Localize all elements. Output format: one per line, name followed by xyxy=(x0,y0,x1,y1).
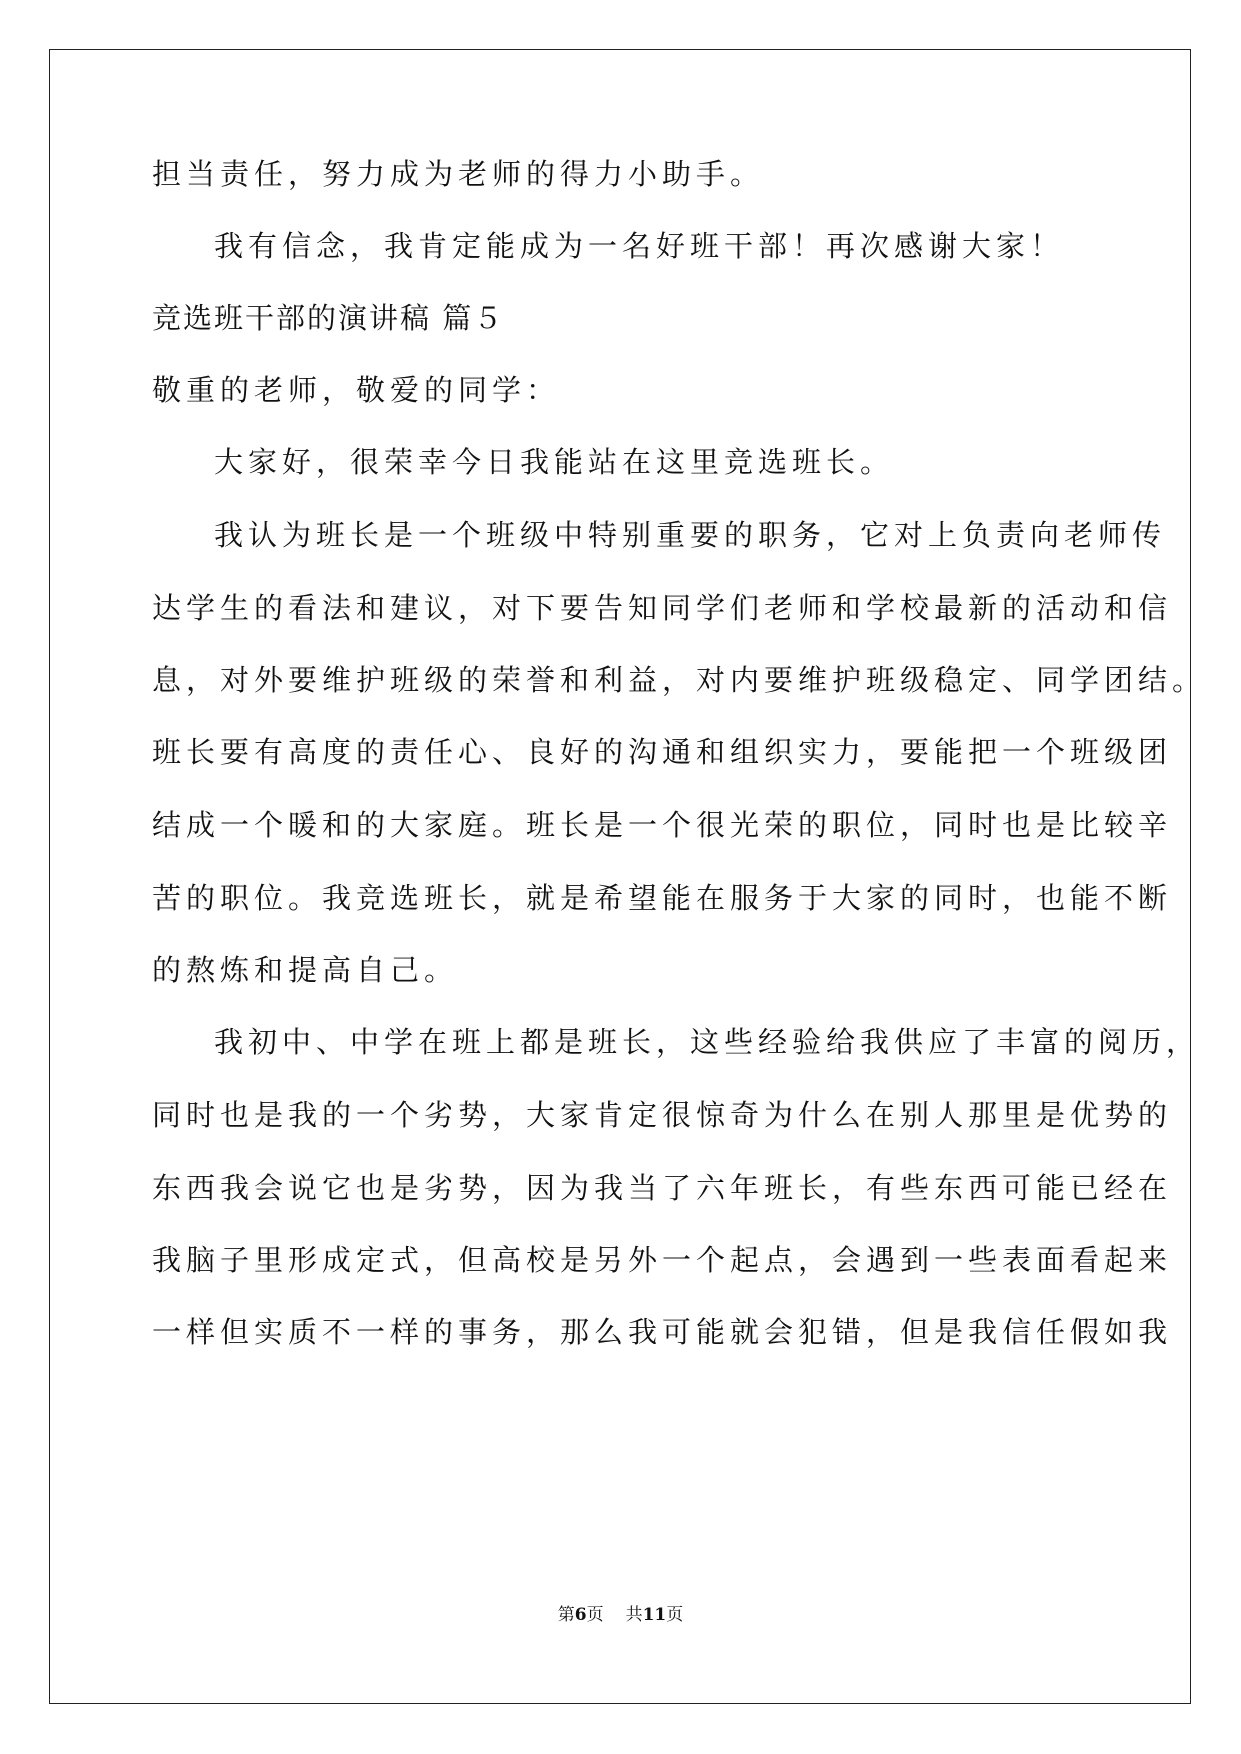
text-line-12: 的熬炼和提高自己。 xyxy=(152,953,459,987)
text-line-7: 达学生的看法和建议，对下要告知同学们老师和学校最新的活动和信 xyxy=(152,591,1173,625)
text-line-8: 息，对外要维护班级的荣誉和利益，对内要维护班级稳定、同学团结。 xyxy=(152,663,1207,697)
footer-page-suffix: 页 xyxy=(586,1605,604,1625)
salutation: 敬重的老师，敬爱的同学： xyxy=(152,373,561,407)
footer-total-number: 11 xyxy=(642,1605,667,1625)
footer-page-prefix: 第 xyxy=(557,1605,575,1625)
text-line-11: 苦的职位。我竞选班长，就是希望能在服务于大家的同时，也能不断 xyxy=(152,881,1173,915)
text-line-15: 东西我会说它也是劣势，因为我当了六年班长，有些东西可能已经在 xyxy=(152,1171,1173,1205)
text-line-5: 大家好，很荣幸今日我能站在这里竞选班长。 xyxy=(214,445,895,479)
footer-total-suffix: 页 xyxy=(666,1605,684,1625)
text-line-9: 班长要有高度的责任心、良好的沟通和组织实力，要能把一个班级团 xyxy=(152,735,1173,769)
text-line-13: 我初中、中学在班上都是班长，这些经验给我供应了丰富的阅历， xyxy=(214,1025,1201,1059)
text-line-14: 同时也是我的一个劣势，大家肯定很惊奇为什么在别人那里是优势的 xyxy=(152,1098,1173,1132)
text-line-10: 结成一个暖和的大家庭。班长是一个很光荣的职位，同时也是比较辛 xyxy=(152,808,1173,842)
text-line-2: 我有信念，我肯定能成为一名好班干部！再次感谢大家！ xyxy=(214,229,1065,263)
page-footer xyxy=(0,1603,1241,1627)
text-line-1: 担当责任，努力成为老师的得力小助手。 xyxy=(152,157,765,191)
footer-total-prefix: 共 xyxy=(625,1605,643,1625)
text-line-6: 我认为班长是一个班级中特别重要的职务，它对上负责向老师传 xyxy=(214,518,1167,552)
section-heading: 竞选班干部的演讲稿 篇５ xyxy=(152,301,505,335)
text-line-16: 我脑子里形成定式，但高校是另外一个起点，会遇到一些表面看起来 xyxy=(152,1243,1173,1277)
footer-page-number: 6 xyxy=(574,1605,587,1625)
text-line-17: 一样但实质不一样的事务，那么我可能就会犯错，但是我信任假如我 xyxy=(152,1315,1173,1349)
